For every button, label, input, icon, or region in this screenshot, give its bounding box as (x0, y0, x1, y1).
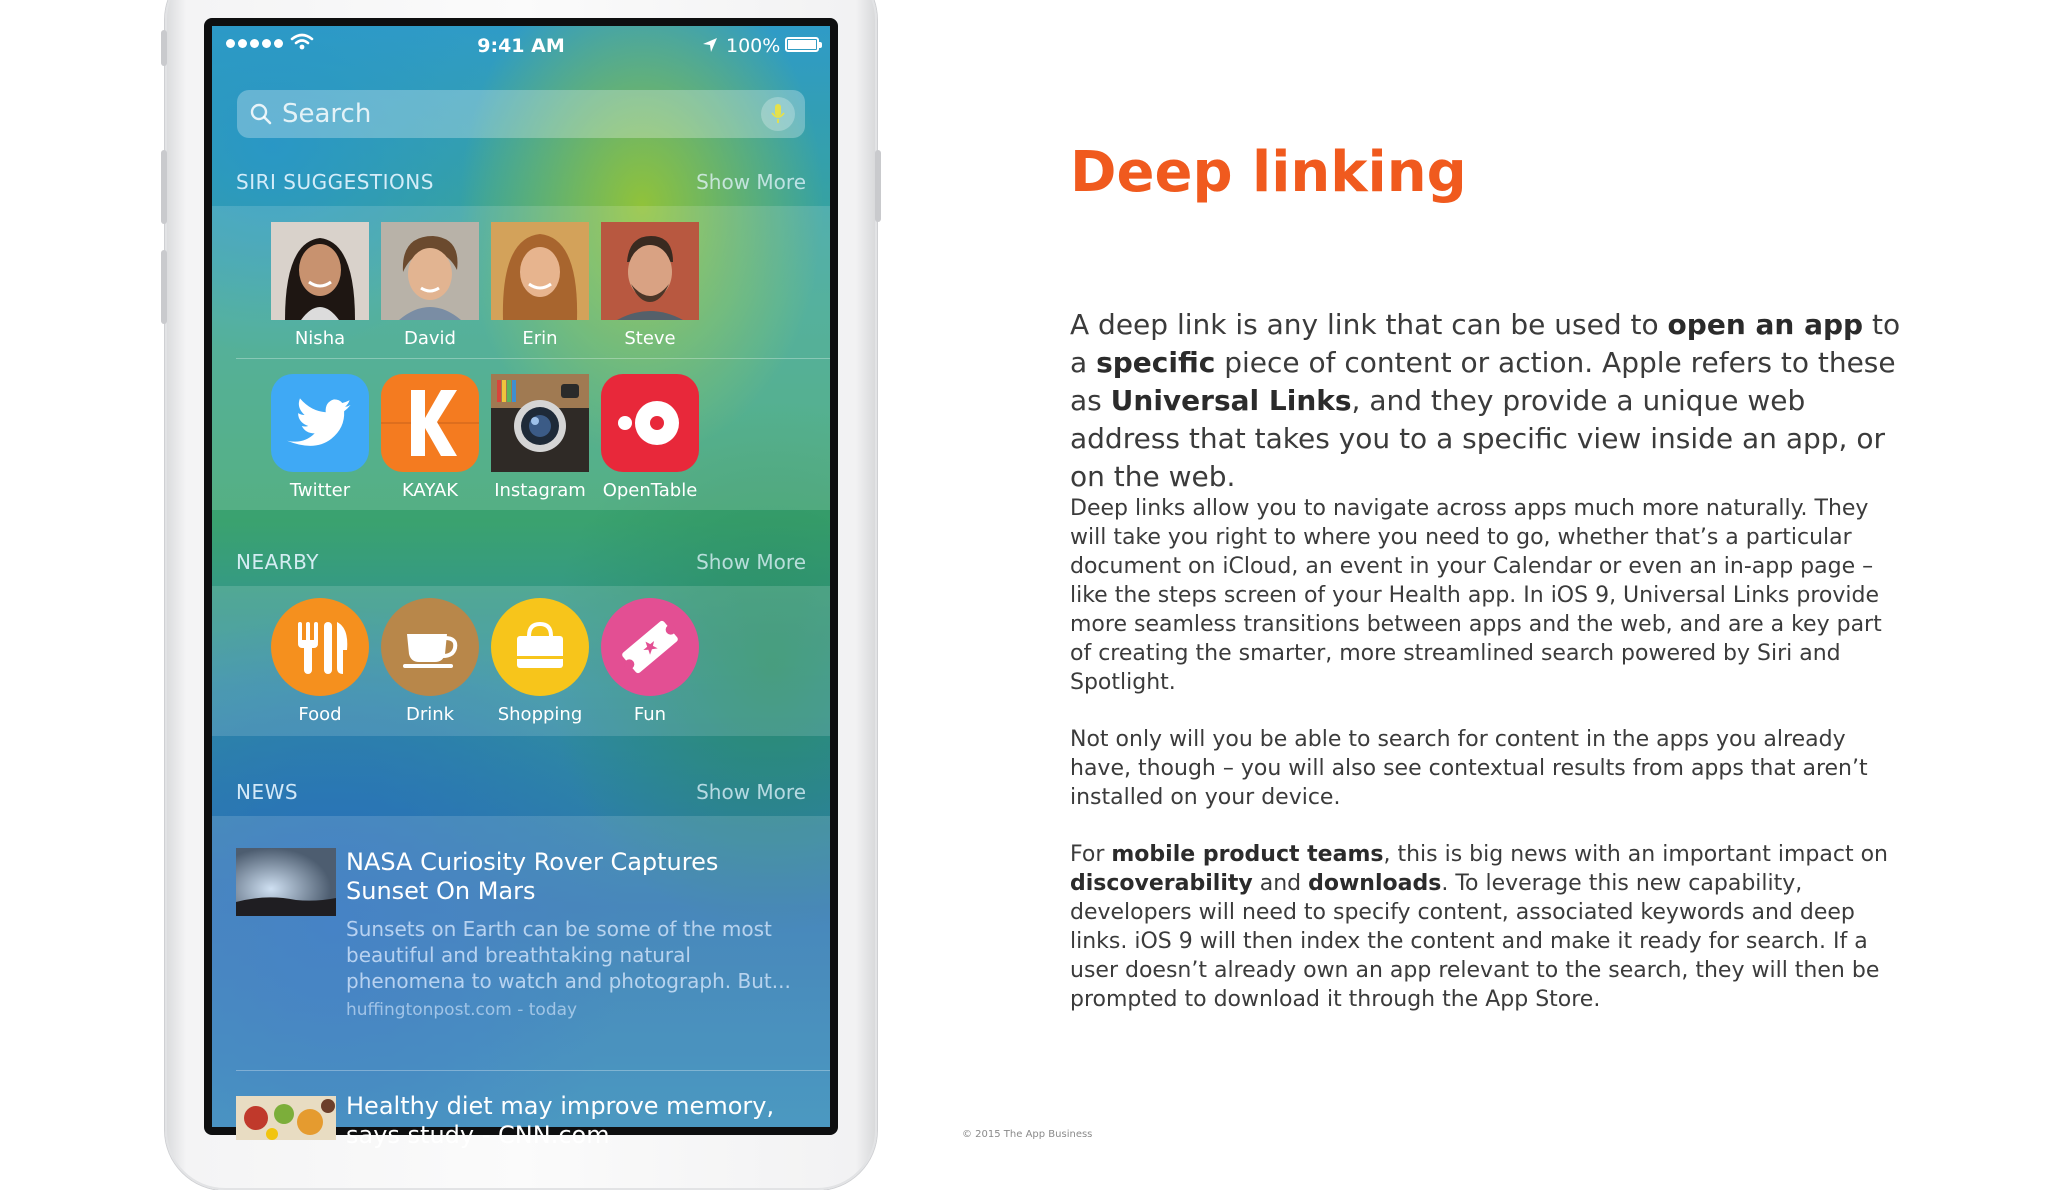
app-name: Twitter (289, 480, 351, 501)
nearby-show-more[interactable]: Show More (696, 550, 806, 574)
nearby-label: Drink (405, 704, 455, 725)
nearby-title: NEARBY (236, 550, 320, 574)
intro-paragraph (1070, 306, 1910, 496)
nearby-fun[interactable] (580, 598, 720, 725)
volume-down-button (161, 250, 167, 324)
news-headline: Healthy diet may improve memory, says study - CNN.com (346, 1092, 775, 1149)
text-segment: and (1252, 871, 1309, 896)
news-title: NEWS (236, 780, 299, 804)
search-bar[interactable] (237, 90, 805, 138)
spotlight-search-view (212, 26, 830, 1149)
twitter-icon (271, 374, 369, 472)
emphasis-downloads: downloads (1308, 871, 1442, 896)
section-divider (236, 1070, 830, 1071)
text-segment: . To leverage this new capability, developers will need to specify content, associated keywords and deep links. iOS 9 will then index the content and make it ready for search. If a user doesn’t already own an app relevant to the search, they will then be prompted to download it through the App Store. (1070, 871, 1880, 1012)
app-name: Instagram (494, 480, 586, 501)
nearby-panel (212, 586, 830, 736)
opentable-icon (601, 374, 699, 472)
emphasis-discoverability: discoverability (1070, 871, 1253, 896)
emphasis-specific: specific (1096, 346, 1216, 379)
siri-suggestions-show-more[interactable]: Show More (696, 170, 806, 194)
mute-switch (161, 30, 167, 66)
news-header (212, 766, 830, 816)
news-source: huffingtonpost.com - today (346, 1000, 578, 1020)
fork-knife-icon (271, 598, 369, 696)
news-panel (212, 816, 830, 1149)
ticket-icon (601, 598, 699, 696)
search-input[interactable]: Search (282, 99, 372, 129)
microphone-icon (771, 104, 785, 124)
battery-percentage: 100% (726, 35, 781, 57)
avatar (601, 222, 699, 320)
coffee-cup-icon (381, 598, 479, 696)
status-time: 9:41 AM (477, 35, 565, 57)
app-opentable[interactable] (580, 374, 720, 501)
text-segment: , and they provide a unique web address that takes you to a specific view inside an app, or on the web. (1070, 384, 1885, 493)
phone-screen (204, 18, 838, 1149)
news-thumbnail-mars-sunset (236, 848, 336, 916)
instagram-icon (491, 374, 589, 472)
text-segment: to a (1070, 308, 1901, 379)
contact-name: David (404, 328, 456, 349)
siri-suggestions-panel (212, 206, 830, 510)
nearby-label: Fun (633, 704, 667, 725)
status-bar (212, 26, 830, 66)
battery-icon (785, 37, 819, 52)
emphasis-open-an-app: open an app (1667, 308, 1864, 341)
news-item[interactable] (236, 1092, 810, 1149)
volume-up-button (161, 150, 167, 224)
nearby-label: Shopping (497, 704, 583, 725)
siri-suggestions-header (212, 156, 830, 206)
app-name: KAYAK (401, 480, 459, 501)
kayak-icon (381, 374, 479, 472)
contact-name: Erin (522, 328, 558, 349)
text-segment: A deep link is any link that can be used to (1070, 308, 1668, 341)
copyright-footer: © 2015 The App Business (962, 1129, 1093, 1140)
search-icon (249, 102, 273, 126)
emphasis-mobile-product-teams: mobile product teams (1111, 842, 1384, 867)
page-title: Deep linking (1070, 140, 1467, 205)
contact-name: Steve (624, 328, 676, 349)
dictation-button[interactable] (761, 97, 795, 131)
location-arrow-icon (702, 37, 718, 53)
avatar (491, 222, 589, 320)
nearby-header (212, 536, 830, 586)
news-show-more[interactable]: Show More (696, 780, 806, 804)
news-summary: Sunsets on Earth can be some of the most beautiful and breathtaking natural phenomena to watch and photograph. But... (346, 917, 791, 993)
body-paragraph-1: Deep links allow you to navigate across apps much more naturally. They will take you right to where you need to go, whether that’s a particular document on iCloud, an event in your Calendar or even an in-app page – like the steps screen of your Health app. In iOS 9, Universal Links provide more seamless transitions between apps and the web, and are a key part of creating the smarter, more streamlined search powered by Siri and Spotlight. (1070, 496, 1882, 695)
avatar (271, 222, 369, 320)
text-segment: , this is big news with an important impact on (1383, 842, 1888, 867)
news-item[interactable] (236, 848, 810, 1028)
shopping-bag-icon (491, 598, 589, 696)
body-paragraph-2: Not only will you be able to search for content in the apps you already have, though – you will also see contextual results from apps that aren’t installed on your device. (1070, 727, 1868, 810)
emphasis-universal-links: Universal Links (1110, 384, 1352, 417)
section-divider (236, 358, 830, 359)
contact-name: Nisha (294, 328, 346, 349)
power-button (875, 150, 881, 222)
nearby-label: Food (298, 704, 342, 725)
avatar (381, 222, 479, 320)
news-headline: NASA Curiosity Rover Captures Sunset On Mars (346, 848, 719, 905)
body-paragraph-3 (1070, 840, 1890, 1014)
text-segment: piece of content or action. Apple refers to these as (1070, 346, 1896, 417)
news-thumbnail-healthy-food (236, 1096, 336, 1140)
app-name: OpenTable (602, 480, 698, 501)
siri-suggestions-title: SIRI SUGGESTIONS (236, 170, 434, 194)
contact-steve[interactable] (580, 222, 720, 349)
text-segment: For (1070, 842, 1112, 867)
